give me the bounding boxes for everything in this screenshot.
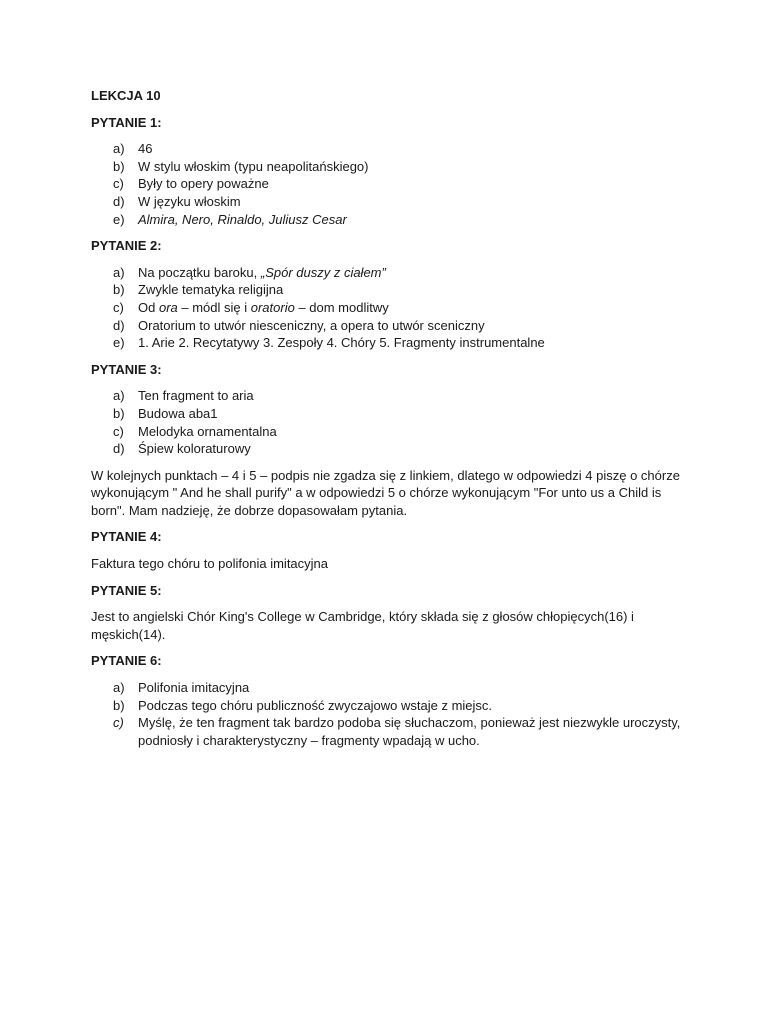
list-marker: c): [113, 299, 124, 315]
question-2-heading: PYTANIE 2:: [91, 238, 162, 254]
question-6-heading: PYTANIE 6:: [91, 653, 162, 669]
list-item: [91, 175, 691, 193]
answer-text: Melodyka ornamentalna: [138, 423, 277, 439]
question-5-heading: PYTANIE 5:: [91, 582, 162, 598]
question-5-answer: Jest to angielski Chór King's College w Cambridge, który składa się z głosów chłopięcych(16) i męskich(14).: [91, 609, 634, 642]
list-item: [91, 697, 691, 715]
question-1-heading: PYTANIE 1:: [91, 114, 162, 130]
lesson-title: LEKCJA 10: [91, 88, 161, 103]
list-marker: a): [113, 680, 125, 696]
list-item: [91, 264, 691, 282]
list-marker: e): [113, 335, 125, 351]
list-item: [91, 281, 691, 299]
list-marker: c): [113, 176, 124, 192]
document-body: [91, 87, 691, 758]
list-item: [91, 387, 691, 405]
question-1-answers: [91, 140, 691, 228]
list-item: [91, 158, 691, 176]
list-item: [91, 440, 691, 458]
list-marker: d): [113, 441, 125, 457]
list-item: [91, 679, 691, 697]
answer-text: 46: [138, 141, 153, 157]
answer-text-italic: Almira, Nero, Rinaldo, Juliusz Cesar: [138, 211, 347, 227]
list-marker: b): [113, 697, 125, 713]
answer-text: 1. Arie 2. Recytatywy 3. Zespoły 4. Chóry 5. Fragmenty instrumentalne: [138, 335, 545, 351]
list-item: [91, 211, 691, 229]
answer-text: Zwykle tematyka religijna: [138, 282, 284, 298]
answer-text: – dom modlitwy: [294, 299, 389, 315]
answer-text: Podczas tego chóru publiczność zwyczajowo wstaje z miejsc.: [138, 697, 493, 713]
answer-text: W języku włoskim: [138, 193, 241, 209]
answer-text: Budowa aba1: [138, 405, 218, 421]
answer-text: Polifonia imitacyjna: [138, 680, 250, 696]
list-item: [91, 405, 691, 423]
list-marker: c): [113, 715, 124, 731]
list-item: [91, 317, 691, 335]
answer-text-italic: oratorio: [250, 299, 295, 315]
list-marker: a): [113, 264, 125, 280]
question-6-answers: [91, 679, 691, 749]
answer-text: Myślę, że ten fragment tak bardzo podoba się słuchaczom, ponieważ jest niezwykle uroczysty, podniosły i charakterystyczny – fragmenty wpadają w ucho.: [138, 715, 681, 748]
answer-text: W stylu włoskim (typu neapolitańskiego): [138, 158, 369, 174]
list-item: [91, 714, 691, 749]
list-marker: d): [113, 317, 125, 333]
answer-text: Oratorium to utwór niesceniczny, a opera to utwór sceniczny: [138, 317, 485, 333]
answer-text: – módl się i: [177, 299, 251, 315]
question-3-answers: [91, 387, 691, 457]
answer-text: Ten fragment to aria: [138, 388, 254, 404]
note-paragraph: W kolejnych punktach – 4 i 5 – podpis nie zgadza się z linkiem, dlatego w odpowiedzi 4 piszę o chórze wykonującym " And he shall purify" a w odpowiedzi 5 o chórze wykonującym "For unto us a Child is born". Mam nadzieję, że dobrze dopasowałam pytania.: [91, 467, 680, 518]
list-marker: b): [113, 282, 125, 298]
list-item: [91, 193, 691, 211]
question-3-heading: PYTANIE 3:: [91, 361, 162, 377]
list-item: [91, 334, 691, 352]
question-4-answer: Faktura tego chóru to polifonia imitacyjna: [91, 556, 329, 572]
question-4-heading: PYTANIE 4:: [91, 529, 162, 545]
answer-text: Na początku baroku,: [138, 264, 261, 280]
answer-text-italic: „Spór duszy z ciałem”: [260, 264, 386, 280]
list-item: [91, 299, 691, 317]
answer-text: Od: [138, 299, 159, 315]
answer-text: Śpiew koloraturowy: [138, 441, 251, 457]
list-marker: d): [113, 193, 125, 209]
list-marker: e): [113, 211, 125, 227]
list-marker: b): [113, 405, 125, 421]
list-item: [91, 423, 691, 441]
list-marker: b): [113, 158, 125, 174]
list-marker: c): [113, 423, 124, 439]
answer-text-italic: ora: [158, 299, 178, 315]
list-marker: a): [113, 141, 125, 157]
list-item: [91, 140, 691, 158]
answer-text: Były to opery poważne: [138, 176, 269, 192]
list-marker: a): [113, 388, 125, 404]
question-2-answers: [91, 264, 691, 352]
